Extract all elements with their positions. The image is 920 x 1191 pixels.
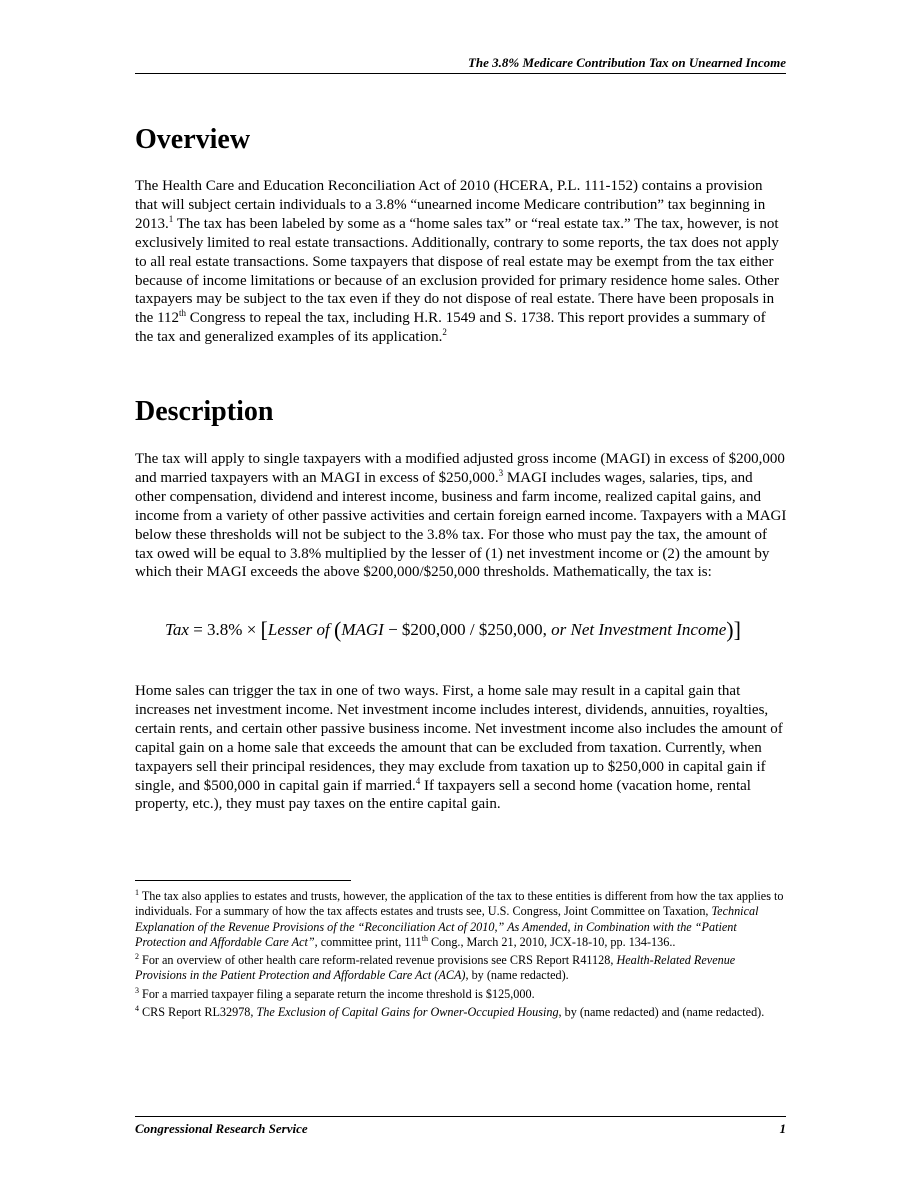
footer-organization: Congressional Research Service: [135, 1121, 308, 1136]
footnote-ref-4[interactable]: 4: [415, 775, 421, 786]
footnote-2: $^2$ For an overview of other health care reform-related revenue provisions see CRS Report R41128, Health-Related Revenue Provisions in the Patient Protection and Affordable Care Act (ACA), by (name redacted).: [135, 952, 736, 983]
footer-rule: [135, 1116, 786, 1117]
description-paragraph: The tax will apply to single taxpayers with a modified adjusted gross income (MAGI) in excess of $200,000 and married taxpayers with an MAGI in excess of $250,000.$^3$ MAGI includes wages, salaries, tips, and other compensation, dividend and interest income, business and farm income, realized capital gains, and income from a variety of other passive activities and certain foreign earned income. Taxpayers with a MAGI below these thresholds will not be subject to the 3.8% tax. For those who must pay the tax, the amount of tax owed will be equal to 3.8% multiplied by the lesser of (1) net investment income or (2) the amount by which their MAGI exceeds the above $200,000/$250,000 thresholds. Mathematically, the tax is:: [135, 451, 787, 581]
footnote-ref-2[interactable]: 2: [442, 327, 447, 338]
footnotes: [135, 889, 787, 1023]
overview-paragraph: The Health Care and Education Reconciliation Act of 2010 (HCERA, P.L. 111-152) contains a provision that will subject certain individuals to a 3.8% “unearned income Medicare contribution” tax beginning in 2013.$^1$ The tax has been labeled by some as a “home sales tax” or “real estate tax.” The tax, however, is not exclusively limited to real estate transactions. Additionally, contrary to some reports, the tax does not apply to all real estate transactions. Some taxpayers that dispose of real estate may be exempt from the tax either because of income limitations or because of an exclusion provided for primary residence home sales. Other taxpayers may be subject to the tax even if they do not dispose of real estate. There have been proposals in the 112th Congress to repeal the tax, including H.R. 1549 and S. 1738. This report provides a summary of the tax and generalized examples of its application.$^2$: [135, 178, 779, 346]
footnote-ref-3[interactable]: 3: [498, 467, 504, 478]
home-sales-paragraph: Home sales can trigger the tax in one of two ways. First, a home sale may result in a capital gain that increases net investment income. Net investment income includes interest, dividends, annuities, royalties, certain rents, and certain other passive business income. Net investment income also includes the amount of capital gain on a home sale that exceeds the amount that can be excluded from taxation. Currently, when taxpayers sell their principal residences, they may exclude from taxation up to $250,000 in capital gain if single, and $500,000 in capital gain if married.$^4$ If taxpayers sell a second home (vacation home, rental property, etc.), they must pay taxes on the entire capital gain.: [135, 683, 783, 813]
description-heading: Description: [135, 396, 274, 427]
page-number: 1: [779, 1121, 786, 1136]
footnote-4: $^4$ CRS Report RL32978, The Exclusion of Capital Gains for Owner-Occupied Housing, by (name redacted) and (name redacted).: [135, 1004, 765, 1020]
running-header: The 3.8% Medicare Contribution Tax on Unearned Income: [135, 55, 786, 74]
footnote-separator: [135, 880, 351, 881]
footnote-1: $^1$ The tax also applies to estates and trusts, however, the application of the tax to these entities is different from how the tax applies to individuals. For a summary of how the tax affects estates and trusts see, U.S. Congress, Joint Committee on Taxation, Technical Explanation of the Revenue Provisions of the “Reconciliation Act of 2010,” As Amended, in Combination with the “Patient Protection and Affordable Care Act”, committee print, 111th Cong., March 21, 2010, JCX-18-10, pp. 134-136..: [135, 887, 784, 949]
tax-formula: Tax = 3.8% × [Lesser of (MAGI − $200,000 / $250,000, or Net Investment Income)]: [165, 617, 741, 642]
footnote-3: $^3$ For a married taxpayer filing a separate return the income threshold is $125,000.: [135, 985, 535, 1001]
footnote-ref-1[interactable]: 1: [168, 213, 174, 224]
overview-heading: Overview: [135, 124, 251, 155]
